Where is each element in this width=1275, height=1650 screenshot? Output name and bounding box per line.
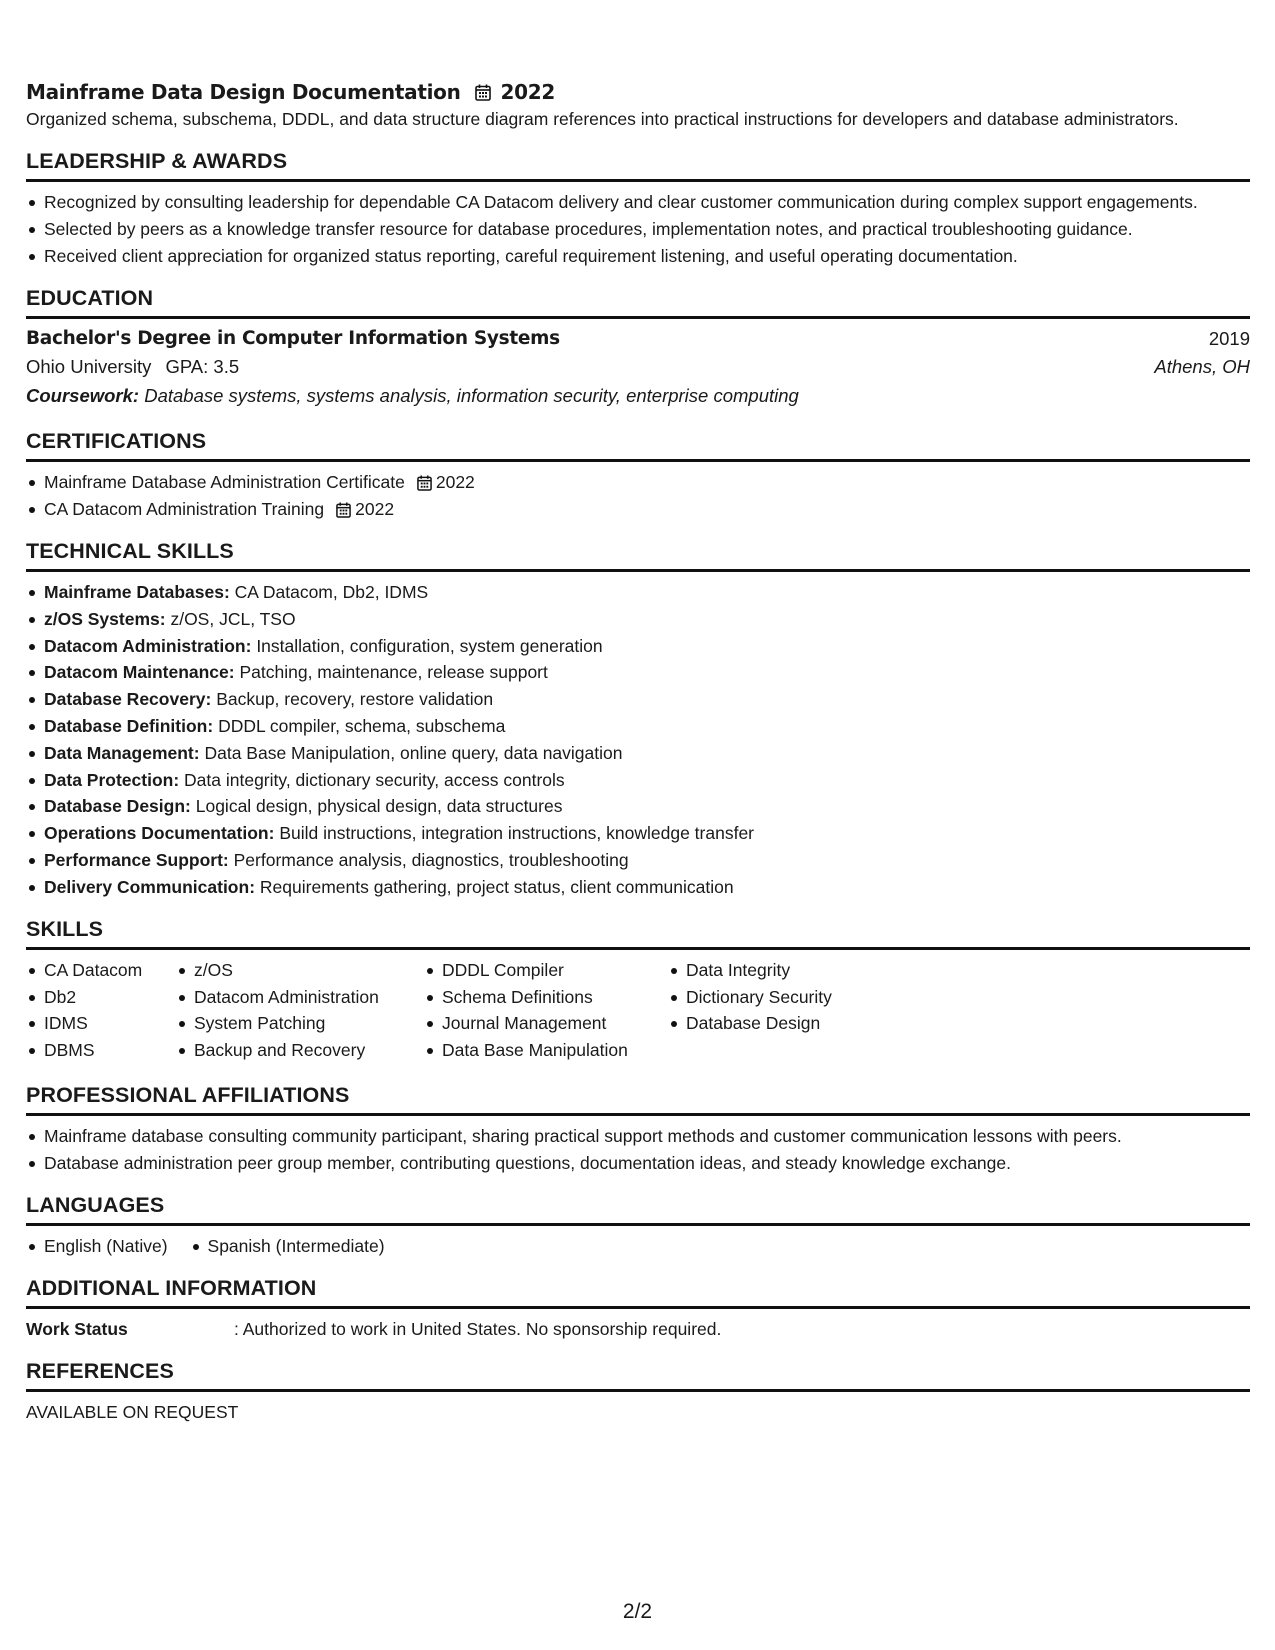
education-school: Ohio University [26, 356, 152, 377]
skill-values: Patching, maintenance, release support [239, 662, 548, 683]
list-item [26, 470, 1250, 494]
work-status-row [26, 1317, 1250, 1341]
affiliations-list [26, 1124, 1250, 1175]
list-item [26, 768, 1250, 792]
skill-category: Mainframe Databases: [44, 582, 230, 602]
section-heading-certifications: CERTIFICATIONS [26, 427, 1250, 462]
skill-values: Installation, configuration, system generation [256, 635, 603, 656]
education-location: Athens, OH [1154, 356, 1250, 377]
skill-category: Performance Support: [44, 849, 229, 870]
list-item: DDDL Compiler [424, 958, 668, 982]
section-heading-references: REFERENCES [26, 1357, 1250, 1392]
list-item: Db2 [26, 985, 176, 1009]
coursework-text: Database systems, systems analysis, information security, enterprise computing [144, 385, 799, 406]
list-item: English (Native) [26, 1234, 168, 1258]
skills-column [424, 958, 668, 1065]
list-item: Backup and Recovery [176, 1038, 424, 1062]
certification-name: Mainframe Database Administration Certificate [44, 472, 405, 492]
certifications-list [26, 470, 1250, 521]
resume-page [26, 78, 1250, 1424]
list-item [26, 607, 1250, 631]
certification-year: 2022 [355, 499, 395, 519]
skill-values: Requirements gathering, project status, client communication [259, 876, 734, 897]
section-heading-affiliations: PROFESSIONAL AFFILIATIONS [26, 1081, 1250, 1116]
list-item: System Patching [176, 1011, 424, 1035]
skill-values: Build instructions, integration instructions, knowledge transfer [279, 823, 754, 844]
calendar-icon [336, 502, 351, 518]
section-heading-skills: SKILLS [26, 915, 1250, 950]
list-item: Database administration peer group member, contributing questions, documentation ideas, and steady knowledge exchange. [26, 1151, 1250, 1175]
technical-skills-list [26, 580, 1250, 899]
skill-values: Data Base Manipulation, online query, data navigation [204, 742, 623, 763]
list-item [26, 794, 1250, 818]
languages-list [26, 1234, 1250, 1258]
list-item: Mainframe database consulting community participant, sharing practical support methods and customer communication lessons with peers. [26, 1124, 1250, 1148]
education-entry [26, 325, 1250, 411]
list-item: DBMS [26, 1038, 176, 1062]
list-item: Datacom Administration [176, 985, 424, 1009]
list-item: z/OS [176, 958, 424, 982]
education-year: 2019 [1208, 328, 1250, 349]
leadership-list [26, 190, 1250, 268]
list-item [26, 875, 1250, 899]
project-description: Organized schema, subschema, DDDL, and data structure diagram references into practical instructions for developers and database administrators. [26, 109, 1179, 129]
work-status-value: : Authorized to work in United States. No sponsorship required. [234, 1318, 722, 1339]
list-item: Selected by peers as a knowledge transfer resource for database procedures, implementation notes, and practical troubleshooting guidance. [26, 217, 1250, 241]
project-title-row [26, 78, 1250, 106]
project-year: 2022 [500, 80, 555, 104]
calendar-icon [417, 475, 432, 491]
skill-category: Datacom Maintenance: [44, 662, 235, 683]
list-item: Recognized by consulting leadership for dependable CA Datacom delivery and clear customer communication during complex support engagements. [26, 190, 1250, 214]
skill-values: DDDL compiler, schema, subschema [218, 715, 506, 736]
skill-values: Logical design, physical design, data structures [195, 796, 563, 817]
section-heading-languages: LANGUAGES [26, 1191, 1250, 1226]
skills-column [176, 958, 424, 1065]
education-coursework [26, 381, 1250, 411]
skill-category: Delivery Communication: [44, 876, 256, 897]
education-degree: Bachelor's Degree in Computer Information Systems [26, 328, 560, 349]
list-item: Journal Management [424, 1011, 668, 1035]
coursework-label: Coursework: [26, 385, 140, 406]
skill-category: Database Design: [44, 796, 191, 817]
certification-year: 2022 [435, 472, 475, 492]
skill-values: Data integrity, dictionary security, access controls [184, 769, 565, 790]
education-gpa: GPA: 3.5 [165, 356, 240, 377]
skills-column [26, 958, 176, 1065]
list-item: CA Datacom [26, 958, 176, 982]
skill-values: Performance analysis, diagnostics, troubleshooting [233, 849, 629, 870]
list-item [26, 497, 1250, 521]
list-item [26, 848, 1250, 872]
references-text: AVAILABLE ON REQUEST [26, 1401, 239, 1422]
skill-category: Database Definition: [44, 715, 214, 736]
list-item [26, 580, 1250, 604]
list-item [26, 687, 1250, 711]
calendar-icon [475, 84, 491, 101]
skill-category: z/OS Systems: [44, 608, 166, 629]
skill-values: z/OS, JCL, TSO [170, 608, 296, 629]
work-status-label: Work Status [26, 1318, 128, 1339]
list-item: Received client appreciation for organized status reporting, careful requirement listening, and useful operating documentation. [26, 244, 1250, 268]
list-item: IDMS [26, 1011, 176, 1035]
skills-grid [26, 958, 1250, 1065]
skill-category: Database Recovery: [44, 689, 212, 710]
skill-values: Backup, recovery, restore validation [216, 689, 494, 710]
project-title: Mainframe Data Design Documentation [26, 80, 461, 104]
skill-category: Data Protection: [44, 769, 180, 790]
section-heading-technical-skills: TECHNICAL SKILLS [26, 537, 1250, 572]
list-item: Data Base Manipulation [424, 1038, 668, 1062]
list-item: Spanish (Intermediate) [190, 1234, 385, 1258]
list-item [26, 821, 1250, 845]
list-item: Database Design [668, 1011, 908, 1035]
list-item [26, 660, 1250, 684]
skills-column [668, 958, 908, 1065]
list-item: Schema Definitions [424, 985, 668, 1009]
list-item: Dictionary Security [668, 985, 908, 1009]
list-item: Data Integrity [668, 958, 908, 982]
skill-category: Datacom Administration: [44, 635, 252, 656]
section-heading-leadership: LEADERSHIP & AWARDS [26, 147, 1250, 182]
certification-name: CA Datacom Administration Training [44, 499, 325, 519]
list-item [26, 741, 1250, 765]
list-item [26, 714, 1250, 738]
section-heading-education: EDUCATION [26, 284, 1250, 319]
section-heading-additional-info: ADDITIONAL INFORMATION [26, 1274, 1250, 1309]
skill-category: Data Management: [44, 742, 200, 763]
skill-values: CA Datacom, Db2, IDMS [234, 582, 429, 602]
list-item [26, 634, 1250, 658]
skill-category: Operations Documentation: [44, 823, 275, 844]
page-number: 2/2 [622, 1600, 653, 1623]
